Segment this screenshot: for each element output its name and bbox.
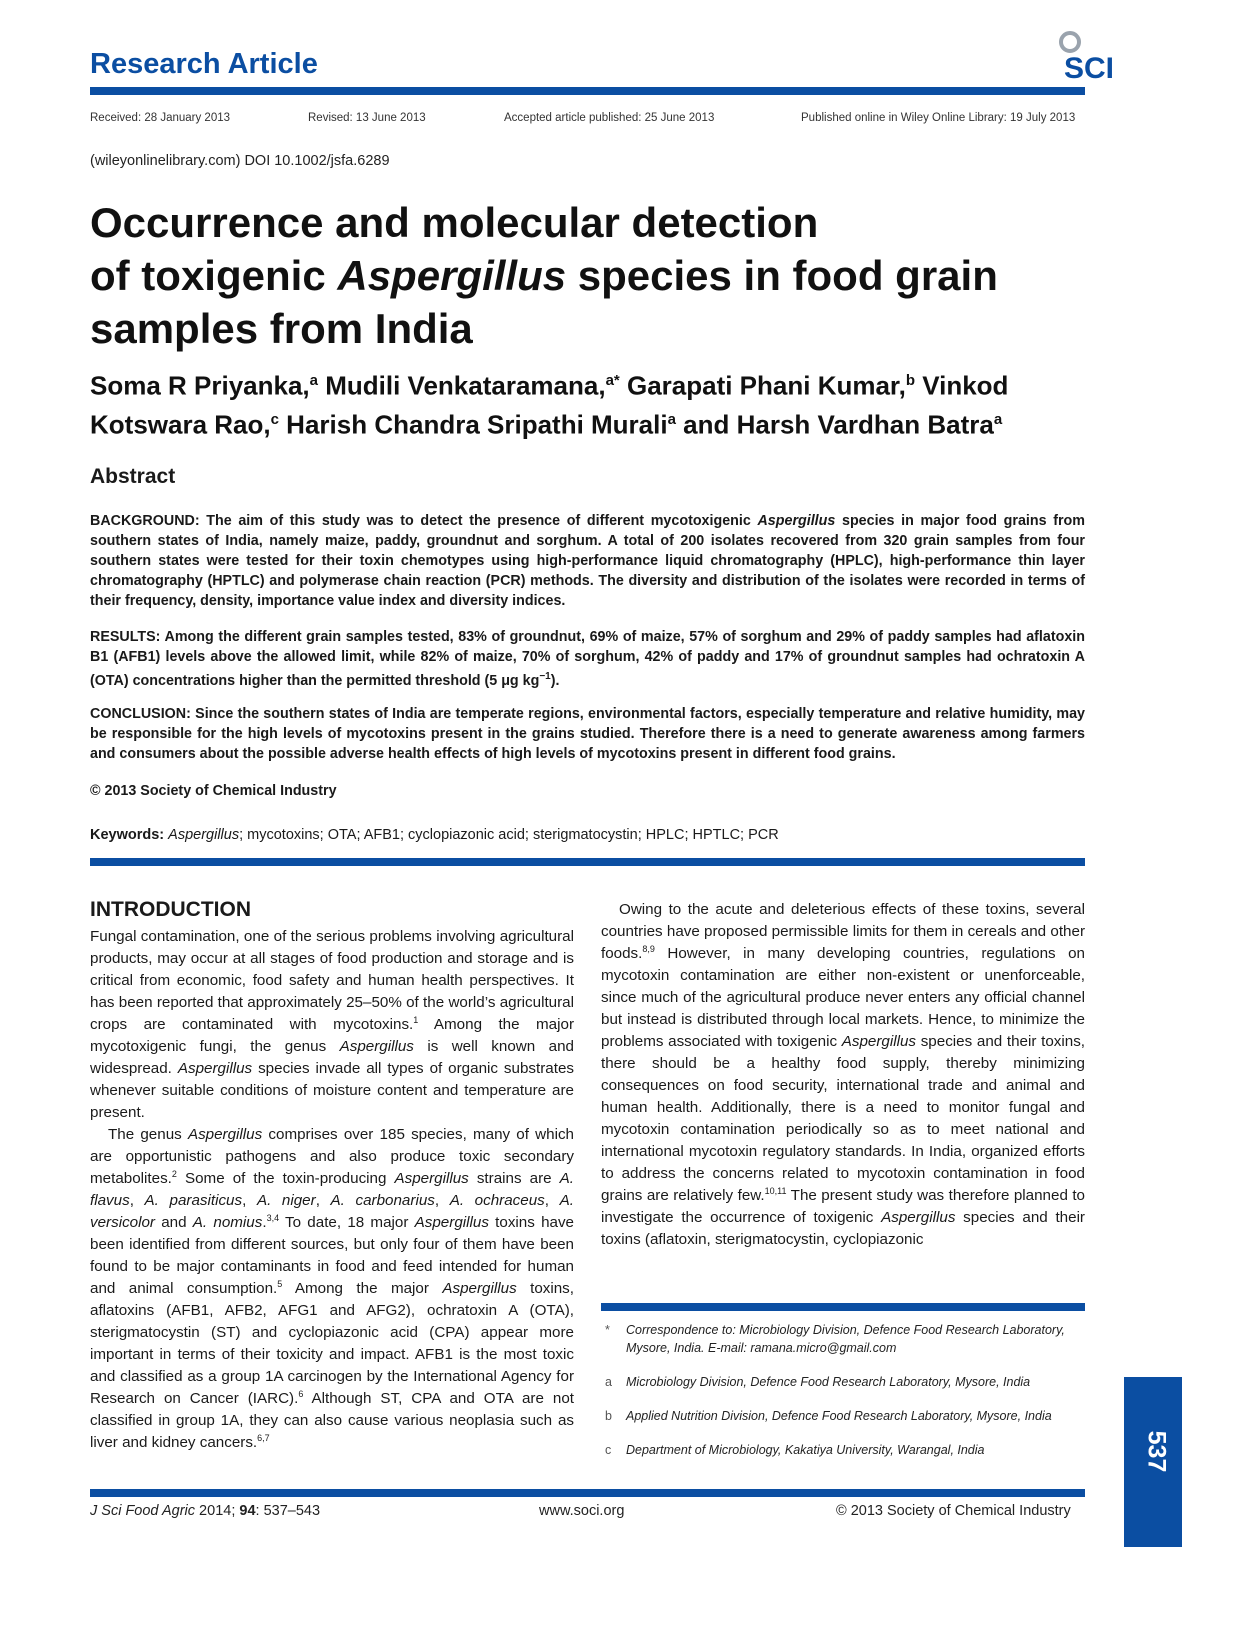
author-affiliation: c bbox=[270, 410, 279, 428]
author-affiliation: b bbox=[905, 372, 916, 389]
abstract-heading: Abstract bbox=[90, 465, 176, 488]
author-affiliation: a bbox=[309, 372, 318, 389]
author-affiliation: a bbox=[667, 410, 676, 428]
author-name: Soma R Priyanka, bbox=[90, 370, 310, 401]
keywords-label: Keywords: bbox=[90, 827, 165, 843]
author-name: Mudili Venkataramana, bbox=[318, 370, 606, 401]
title-line-2-pre: of toxigenic bbox=[90, 252, 338, 299]
author-name: Garapati Phani Kumar, bbox=[619, 370, 906, 401]
footer-rule bbox=[90, 1489, 1085, 1497]
accepted-date: Accepted article published: 25 June 2013 bbox=[504, 112, 715, 124]
right-column bbox=[601, 899, 1085, 1251]
footnote-affiliation-b: b Applied Nutrition Division, Defence Food Research Laboratory, Mysore, India bbox=[605, 1409, 1052, 1423]
website-link[interactable]: www.soci.org bbox=[539, 1503, 625, 1519]
journal-citation: J Sci Food Agric 2014; 94: 537–543 bbox=[90, 1503, 321, 1519]
sci-logo bbox=[1050, 28, 1142, 84]
revised-date: Revised: 13 June 2013 bbox=[308, 112, 426, 124]
author-affiliation: a* bbox=[605, 372, 620, 389]
keywords: Keywords: Aspergillus; mycotoxins; OTA; AFB1; cyclopiazonic acid; sterigmatocystin; HPLC; HPTLC; PCR bbox=[90, 827, 779, 843]
footnote-affiliation-a: a Microbiology Division, Defence Food Research Laboratory, Mysore, India bbox=[605, 1375, 1031, 1389]
article-title bbox=[90, 196, 1100, 355]
published-date: Published online in Wiley Online Library: 19 July 2013 bbox=[801, 112, 1076, 124]
intro-paragraph-2: The genus Aspergillus comprises over 185 species, many of which are opportunistic pathogens and also produce toxic secondary metabolites.$^2$ Some of the toxin-producing Aspergillus strains are A. flavus, A. parasiticus, A. niger, A. carbonarius, A. ochraceus, A. versicolor and A. nomius.$^{3,4}$ To date, 18 major Aspergillus toxins have been identified from different sources, but only four of them have been found to be major contaminants in food and feed intended for human and animal consumption.$^5$ Among the major Aspergillus toxins, aflatoxins (AFB1, AFB2, AFG1 and AFG2), ochratoxin A (OTA), sterigmatocystin (ST) and cyclopiazonic acid (CPA) appear more important in terms of their toxicity and impact. AFB1 is the most toxic and classified as a group 1A carcinogen by the International Agency for Research on Cancer (IARC).$^6$ Although ST, CPA and OTA are not classified in group 1A, they can also cause various neoplasia such as liver and kidney cancers.$^{6,7}$ bbox=[90, 1126, 575, 1451]
intro-paragraph-1: Fungal contamination, one of the serious problems involving agricultural products, may occur at all stages of food production and storage and is critical from economic, food safety and human health perspectives. It has been reported that approximately 25–50% of the world’s agricultural crops are contaminated with mycotoxins.$^1$ Among the major mycotoxigenic fungi, the genus Aspergillus is well known and widespread. Aspergillus species invade all types of organic substrates whenever suitable conditions of moisture content and temperature are present. bbox=[90, 928, 575, 1121]
author-name: and Harsh Vardhan Batra bbox=[675, 409, 994, 440]
abstract-results: RESULTS: Among the different grain samples tested, 83% of groundnut, 69% of maize, 57% of sorghum and 29% of paddy samples had aflatoxin B1 (AFB1) levels above the allowed limit, while 82% of maize, 70% of sorghum, 42% of paddy and 17% of groundnut samples had ochratoxin A (OTA) concentrations higher than the permitted threshold (5 μg $kg^{-1}$). bbox=[90, 629, 1085, 689]
footnote-rule bbox=[601, 1303, 1085, 1311]
title-line-2-post: species in food grain bbox=[566, 252, 998, 299]
section-rule bbox=[90, 858, 1085, 866]
author-affiliation: a bbox=[993, 410, 1003, 428]
logo-text: SCI bbox=[1064, 52, 1115, 84]
title-line-3: samples from India bbox=[90, 305, 473, 352]
received-date: Received: 28 January 2013 bbox=[90, 112, 231, 124]
introduction-heading: INTRODUCTION bbox=[90, 898, 251, 921]
page-number-tab bbox=[1124, 1377, 1182, 1547]
title-genus: Aspergillus bbox=[337, 252, 567, 299]
page-number: 537 bbox=[1142, 1430, 1171, 1473]
footnote-affiliation-c: c Department of Microbiology, Kakatiya University, Warangal, India bbox=[605, 1443, 985, 1457]
author-list bbox=[90, 364, 1100, 441]
footer-copyright: © 2013 Society of Chemical Industry bbox=[836, 1503, 1071, 1519]
header-rule bbox=[90, 87, 1085, 95]
doi: (wileyonlinelibrary.com) DOI 10.1002/jsfa.6289 bbox=[90, 153, 390, 169]
left-column bbox=[90, 926, 574, 1454]
author-name: Harish Chandra Sripathi Murali bbox=[278, 409, 668, 440]
title-line-1: Occurrence and molecular detection bbox=[90, 199, 819, 246]
abstract-copyright: © 2013 Society of Chemical Industry bbox=[90, 783, 337, 799]
abstract-conclusion: CONCLUSION: Since the southern states of India are temperate regions, environmental factors, especially temperature and relative humidity, may be responsible for the high levels of mycotoxins present in the grains studied. Therefore there is a need to generate awareness among farmers and consumers about the possible adverse health effects of high levels of mycotoxins present in different food grains. bbox=[90, 706, 1085, 762]
abstract-background: BACKGROUND: The aim of this study was to detect the presence of different mycotoxigenic Aspergillus species in major food grains from southern states of India, namely maize, paddy, groundnut and sorghum. A total of 200 isolates recovered from 320 grain samples from four southern states were tested for their toxin chemotypes using high-performance liquid chromatography (HPLC), high-performance thin layer chromatography (HPTLC) and polymerase chain reaction (PCR) methods. The diversity and distribution of the isolates were recorded in terms of their frequency, density, importance value index and diversity indices. bbox=[90, 513, 1085, 609]
section-label: Research Article bbox=[90, 48, 318, 80]
author-name: Vinkod Kotswara Rao, bbox=[90, 370, 1009, 440]
intro-paragraph-3: Owing to the acute and deleterious effects of these toxins, several countries have proposed permissible limits for them in cereals and other foods.$^{8,9}$ However, in many developing countries, regulations on mycotoxin contamination are either non-existent or unenforceable, since much of the agricultural produce never enters any official channel but instead is distributed through local markets. Hence, to minimize the problems associated with toxigenic Aspergillus species and their toxins, there should be a healthy food supply, thereby minimizing consequences on food security, international trade and animal and human health. Additionally, there is a need to monitor fungal and mycotoxin contamination periodically so as to meet national and international mycotoxin regulatory standards. In India, organized efforts to address the concerns related to mycotoxin contamination in food grains are relatively few.$^{10,11}$ The present study was therefore planned to investigate the occurrence of toxigenic Aspergillus species and their toxins (aflatoxin, sterigmatocystin, cyclopiazonic bbox=[601, 901, 1086, 1248]
footnote-correspondence: * Correspondence to: Microbiology Division, Defence Food Research Laboratory, Mysore, India. E-mail: ramana.micro@gmail.com bbox=[605, 1323, 1065, 1355]
